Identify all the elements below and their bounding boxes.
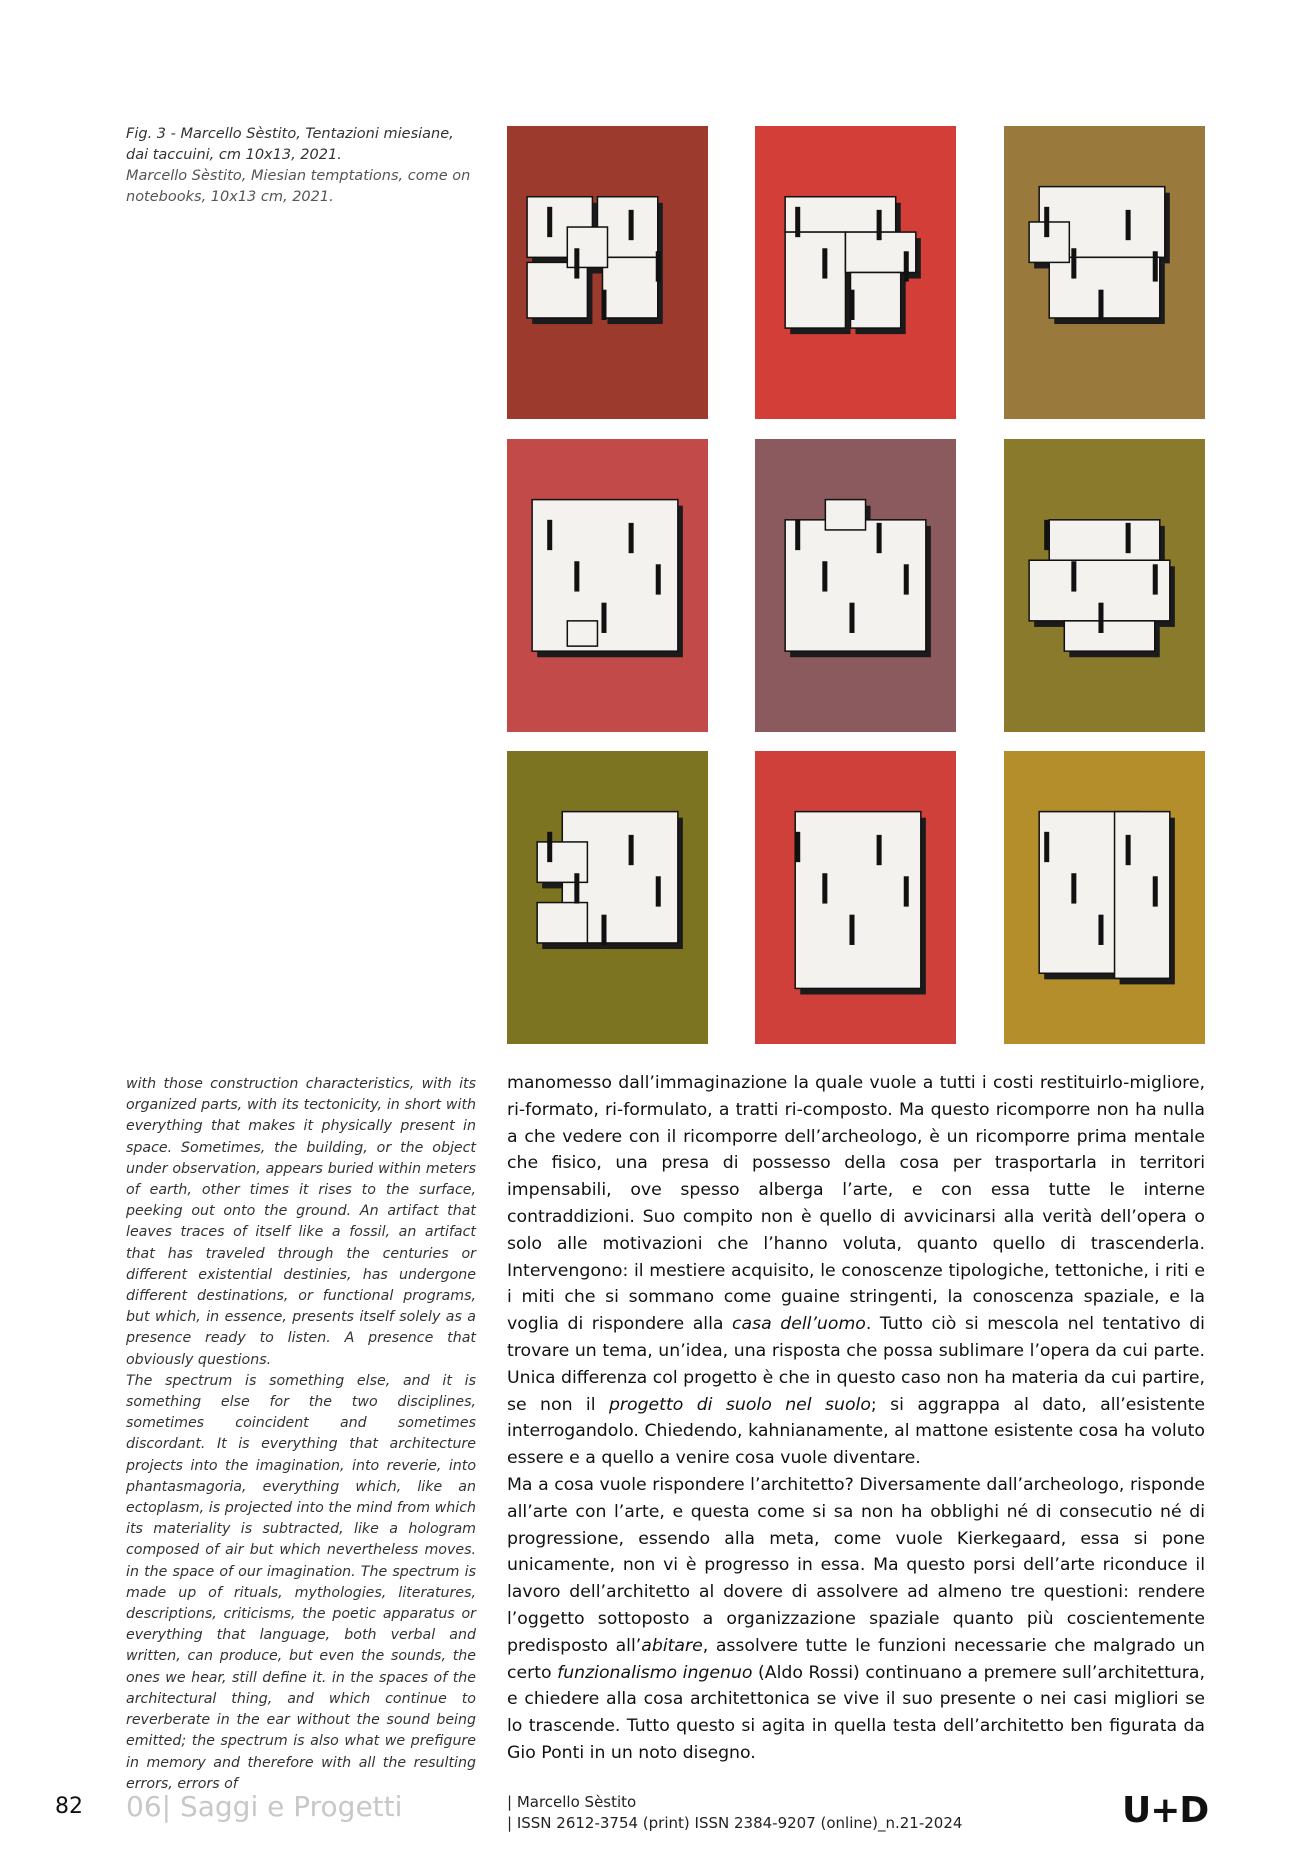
emphasis: abitare [641,1635,703,1656]
emphasis: casa dell’uomo [732,1314,866,1335]
emphasis: progetto di suolo nel suolo [608,1394,871,1415]
italian-paragraph-2 [507,1472,1205,1767]
text-run: (Aldo Rossi) continuano a premere sull’architettura, e chiedere alla cosa architettonica se vive il suo presente o nei casi migliori se lo trascende. Tutto questo si agita in quella testa dell’architetto ben figurata da Gio Ponti in un noto disegno. [507,1662,1205,1763]
page-footer [0,1790,1315,1840]
drawing-3 [1004,126,1205,419]
footer-citation [507,1792,962,1834]
drawing-9 [1004,751,1205,1044]
italian-paragraph-1 [507,1070,1205,1472]
english-text-column [126,1074,476,1795]
drawing-8 [755,751,956,1044]
text-run: . Tutto ciò si mescola nel tentativo di trovare un tema, un’idea, una risposta che possa sublimare l’opera da cui parte. Unica differenza col progetto è che in questo caso non ha materia da cui partire, se non il [507,1314,1205,1415]
emphasis: funzionalismo ingenuo [557,1662,753,1683]
drawing-4 [507,439,708,732]
text-run: ; si aggrappa al dato, all’esistente interrogandolo. Chiedendo, kahnianamente, al mattone esistente cosa ha voluto essere e a quello a venire cosa vuole diventare. [507,1394,1205,1469]
drawing-2 [755,126,956,419]
text-run: Ma a cosa vuole rispondere l’architetto? Diversamente dall’archeologo, risponde all’arte con l’arte, e questa come si sa non ha obblighi né di consecutio né di progressione, essendo alla meta, come vuole Kierkegaard, essa si pone unicamente, non vi è progresso in essa. Ma questo porsi dell’arte riconduce il lavoro dell’architetto al dovere di assolvere ad almeno tre questioni: rendere l’oggetto sottoposto a organizzazione spaziale quanto più coscientemente predisposto all’ [507,1474,1205,1656]
drawing-5 [755,439,956,732]
caption-italian: Fig. 3 - Marcello Sèstito, Tentazioni miesiane, dai taccuini, cm 10x13, 2021. [126,126,454,163]
figure-caption [126,124,476,208]
drawing-6 [1004,439,1205,732]
text-run: manomesso dall’immaginazione la quale vuole a tutti i costi restituirlo-migliore, ri-formato, ri-formulato, a tratti ri-composto. Ma questo ricomporre non ha nulla a che vedere con il ricomporre dell’archeologo, è un ricomporre prima mentale che fisico, una presa di possesso della cosa per trasportarla in territori impensabili, ove spesso alberga l’arte, e con essa tutte le interne contraddizioni. Suo compito non è quello di avvicinarsi alla verità dell’opera o solo alle motivazioni che l’hanno voluta, quanto quello di trascenderla. Intervengono: il mestiere acquisito, le conoscenze tipologiche, tettoniche, i riti e i miti che si sommano come guaine stringenti, la conoscenza spaziale, e la voglia di rispondere alla [507,1073,1205,1335]
italian-text-column [507,1070,1205,1767]
journal-logo: U+D [1122,1790,1209,1831]
text-run: , assolvere tutte le funzioni necessarie che malgrado un certo [507,1635,1205,1683]
english-paragraph-1: with those construction characteristics, with its organized parts, with its tectonicity, in short with everything that makes it physically present in space. Sometimes, the building, or the object under observation, appears buried within meters of earth, other times it rises to the surface, peeking out onto the ground. An artifact that leaves traces of itself like a fossil, an artifact that has traveled through the centuries or different existential destinies, has undergone different destinations, or functional programs, but which, in essence, presents itself solely as a presence ready to listen. A presence that obviously questions. [126,1076,476,1368]
caption-english: Marcello Sèstito, Miesian temptations, come on notebooks, 10x13 cm, 2021. [126,168,471,205]
page-number: 82 [55,1794,83,1819]
footer-issn: | ISSN 2612-3754 (print) ISSN 2384-9207 (online)_n.21-2024 [507,1814,963,1832]
footer-author: | Marcello Sèstito [507,1793,637,1811]
drawing-7 [507,751,708,1044]
drawing-1 [507,126,708,419]
figure-grid [507,126,1205,1044]
section-title: 06| Saggi e Progetti [126,1790,403,1823]
english-paragraph-2: The spectrum is something else, and it is something else for the two disciplines, sometimes coincident and sometimes discordant. It is everything that architecture projects into the imagination, into reverie, into phantasmagoria, everything which, like an ectoplasm, is projected into the mind from which its materiality is subtracted, like a hologram composed of air but which nevertheless moves. in the space of our imagination. The spectrum is made up of rituals, mythologies, literatures, descriptions, criticisms, the poetic apparatus or everything that language, both verbal and written, can produce, but even the sounds, the ones we hear, still define it. in the spaces of the architectural thing, and which continue to reverberate in the ear without the sound being emitted; the spectrum is also what we prefigure in memory and therefore with all the resulting errors, errors of [126,1372,476,1792]
